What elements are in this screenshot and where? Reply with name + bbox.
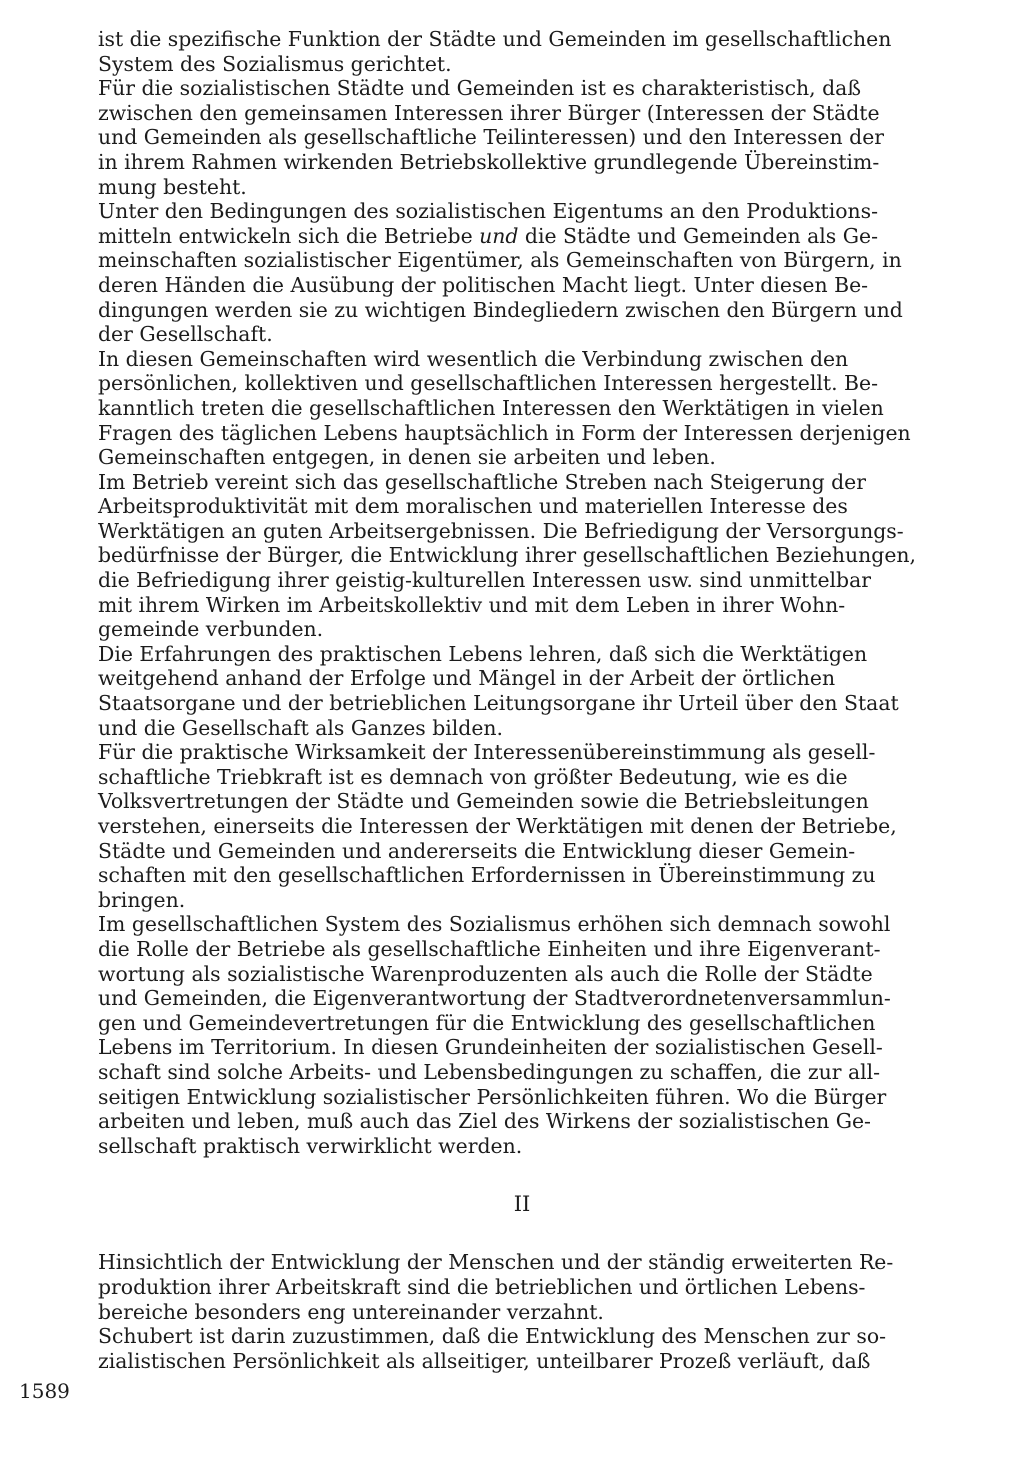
body-text <box>98 27 946 1373</box>
text-line: und Gemeinden, die Eigenverantwortung der Stadtverordnetenversammlun- <box>98 986 891 1011</box>
text-line: verstehen, einerseits die Interessen der Werktätigen mit denen der Betriebe, <box>98 814 897 838</box>
text-line: bringen. <box>98 887 186 912</box>
text-line: persönlichen, kollektiven und gesellschaftlichen Interessen hergestellt. Be- <box>98 371 879 396</box>
text-line: In diesen Gemeinschaften wird wesentlich die Verbindung zwischen den <box>98 346 849 371</box>
text-line: schaften mit den gesellschaftlichen Erfordernissen in Übereinstimmung zu <box>98 863 876 888</box>
text-line: System des Sozialismus gerichtet. <box>98 51 452 76</box>
text-line: kanntlich treten die gesellschaftlichen Interessen den Werktätigen in vielen <box>98 395 884 420</box>
text-line: Für die sozialistischen Städte und Gemeinden ist es charakteristisch, daß <box>98 76 861 101</box>
paragraph <box>98 1324 946 1373</box>
paragraphs-after-heading <box>98 1250 946 1373</box>
text-line: gemeinde verbunden. <box>98 617 324 642</box>
text-line: Schubert ist darin zuzustimmen, daß die Entwicklung des Menschen zur so- <box>98 1324 887 1349</box>
text-line: die Rolle der Betriebe als gesellschaftliche Einheiten und ihre Eigenverant- <box>98 936 881 961</box>
page-number: 1589 <box>19 1379 70 1403</box>
text-line: Im gesellschaftlichen System des Sozialismus erhöhen sich demnach sowohl <box>98 912 891 937</box>
text-line: mit ihrem Wirken im Arbeitskollektiv und mit dem Leben in ihrer Wohn- <box>98 592 846 617</box>
text-line: wortung als sozialistische Warenproduzenten als auch die Rolle der Städte <box>98 961 873 986</box>
paragraph <box>98 912 946 1158</box>
paragraph <box>98 27 946 76</box>
section-heading: II <box>513 1192 531 1217</box>
text-line: Lebens im Territorium. In diesen Grundeinheiten der sozialistischen Gesell- <box>98 1035 883 1060</box>
text-line: in ihrem Rahmen wirkenden Betriebskollektive grundlegende Übereinstim- <box>98 149 880 174</box>
text-run: die Städte und Gemeinden als Ge- meinschaften sozialistischer Eigentümer, als Gemeinschaften von Bürgern, in deren Händen die Ausübung der politischen Macht liegt. Unter diesen Be- dingungen werden sie zu wichtigen Bindegliedern zwischen den Bürgern und der Gesellschaft. <box>98 223 903 347</box>
text-line: Gemeinschaften entgegen, in denen sie arbeiten und leben. <box>98 445 716 470</box>
text-line: Volksvertretungen der Städte und Gemeinden sowie die Betriebsleitungen <box>98 789 869 814</box>
text-line: gen und Gemeindevertretungen für die Entwicklung des gesellschaftlichen <box>98 1010 876 1035</box>
text-line: und Gemeinden als gesellschaftliche Teilinteressen) und den Interessen der <box>98 125 885 150</box>
text-line: Staatsorgane und der betrieblichen Leitungsorgane ihr Urteil über den Staat <box>98 691 899 716</box>
paragraph <box>98 76 946 199</box>
paragraph <box>98 740 946 912</box>
paragraph <box>98 199 946 347</box>
text-line: schaftliche Triebkraft ist es demnach von größter Bedeutung, wie es die <box>98 764 848 789</box>
text-line: ist die spezifische Funktion der Städte und Gemeinden im gesellschaftlichen <box>98 27 892 51</box>
paragraph <box>98 470 946 642</box>
text-line: produktion ihrer Arbeitskraft sind die betrieblichen und örtlichen Lebens- <box>98 1274 866 1299</box>
text-line: Städte und Gemeinden und andererseits die Entwicklung dieser Gemein- <box>98 838 856 863</box>
text-line: Hinsichtlich der Entwicklung der Menschen und der ständig erweiterten Re- <box>98 1250 894 1275</box>
text-line: sellschaft praktisch verwirklicht werden. <box>98 1133 523 1158</box>
text-run: Unter den Bedingungen des sozialistischen Eigentums an den Produktions- mitteln entwickeln sich die Betriebe <box>98 199 879 248</box>
paragraph <box>98 642 946 740</box>
text-line: die Befriedigung ihrer geistig-kulturellen Interessen usw. sind unmittelbar <box>98 568 871 593</box>
text-line: Für die praktische Wirksamkeit der Interessenübereinstimmung als gesell- <box>98 740 876 765</box>
text-line: Die Erfahrungen des praktischen Lebens lehren, daß sich die Werktätigen <box>98 641 868 666</box>
text-line: Fragen des täglichen Lebens hauptsächlich in Form der Interessen derjenigen <box>98 420 911 445</box>
paragraph-text <box>98 199 903 346</box>
text-line: seitigen Entwicklung sozialistischer Persönlichkeiten führen. Wo die Bürger <box>98 1084 887 1109</box>
text-line: schaft sind solche Arbeits- und Lebensbedingungen zu schaffen, die zur all- <box>98 1059 881 1084</box>
text-line: Im Betrieb vereint sich das gesellschaftliche Streben nach Steigerung der <box>98 469 866 494</box>
text-line: zwischen den gemeinsamen Interessen ihrer Bürger (Interessen der Städte <box>98 100 880 125</box>
text-line: weitgehend anhand der Erfolge und Mängel in der Arbeit der örtlichen <box>98 666 836 691</box>
text-line: zialistischen Persönlichkeit als allseitiger, unteilbarer Prozeß verläuft, daß <box>98 1348 871 1373</box>
text-line: und die Gesellschaft als Ganzes bilden. <box>98 715 504 740</box>
text-line: mung besteht. <box>98 174 247 199</box>
text-line: bereiche besonders eng untereinander verzahnt. <box>98 1299 604 1324</box>
paragraph <box>98 347 946 470</box>
emphasized-word: und <box>479 223 519 248</box>
text-line: arbeiten und leben, muß auch das Ziel des Wirkens der sozialistischen Ge- <box>98 1109 871 1134</box>
paragraphs-before-heading <box>98 27 946 1158</box>
text-line: Werktätigen an guten Arbeitsergebnissen. Die Befriedigung der Versorgungs- <box>98 518 904 543</box>
text-line: Arbeitsproduktivität mit dem moralischen und materiellen Interesse des <box>98 494 848 519</box>
paragraph <box>98 1250 946 1324</box>
text-line: bedürfnisse der Bürger, die Entwicklung ihrer gesellschaftlichen Beziehungen, <box>98 543 917 568</box>
